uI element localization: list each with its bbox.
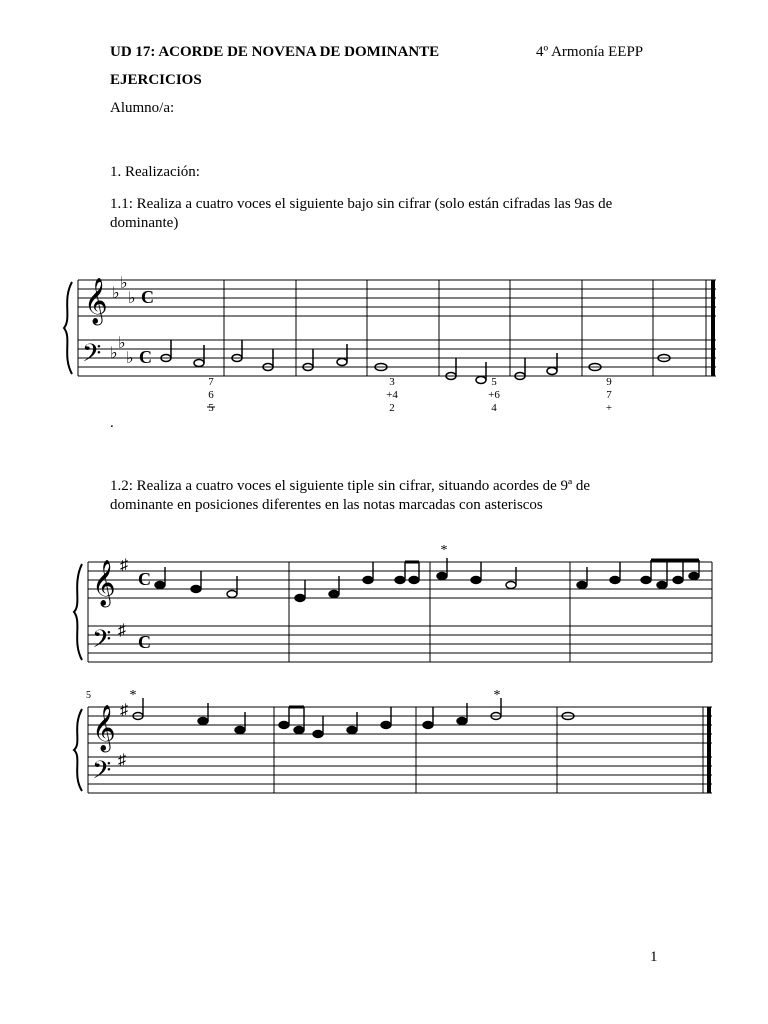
treble-clef-icon: 𝄞	[84, 278, 108, 323]
svg-text:♯: ♯	[118, 752, 126, 769]
figure-group-3-top: 5	[491, 376, 497, 388]
exercise-1-2-instructions: 1.2: Realiza a cuatro voces el siguiente tiple sin cifrar, situando acordes de 9ª de dominante en posiciones diferentes en las notas marcadas con asteriscos	[110, 478, 591, 513]
figure-group-2-bottom: 2	[389, 402, 395, 414]
common-time-icon	[139, 287, 154, 367]
svg-text:♭: ♭	[126, 350, 134, 367]
figure-group-3-mid: +6	[488, 389, 500, 401]
svg-text:♭: ♭	[128, 290, 136, 307]
measure-number: 5	[86, 690, 91, 701]
svg-text:♭: ♭	[112, 285, 120, 302]
common-time-icon	[138, 569, 151, 652]
figure-group-2-mid: +4	[386, 389, 398, 401]
course-label: 4º Armonía EEPP	[536, 44, 644, 60]
svg-text:♭: ♭	[118, 335, 126, 352]
svg-text:C: C	[138, 569, 151, 589]
svg-text:♯: ♯	[120, 557, 128, 574]
sharp-icon	[118, 702, 128, 769]
figured-bass	[207, 376, 612, 414]
document-title: UD 17: ACORDE DE NOVENA DE DOMINANTE	[110, 44, 440, 60]
svg-text:♯: ♯	[118, 622, 126, 639]
section-subtitle: EJERCICIOS	[110, 72, 202, 88]
bass-clef-icon: 𝄢	[92, 757, 112, 790]
figure-group-4-bottom: +	[605, 402, 613, 414]
asterisk-marker-1: *	[440, 543, 448, 558]
figure-group-2-top: 3	[389, 376, 395, 388]
bass-notes	[161, 340, 670, 384]
figure-group-4-mid: 7	[606, 389, 612, 401]
figure-group-1-bottom: 5	[208, 402, 214, 414]
svg-text:C: C	[138, 632, 151, 652]
treble-clef-icon: 𝄞	[92, 560, 116, 605]
figure-group-3-bottom: 4	[491, 402, 497, 414]
asterisk-marker-2: *	[129, 688, 137, 703]
figure-group-1-top: 7	[208, 376, 214, 388]
figure-group-1-mid: 6	[208, 389, 214, 401]
melody-notes	[133, 698, 574, 738]
svg-text:♯: ♯	[120, 702, 128, 719]
section-heading: 1. Realización:	[110, 164, 200, 180]
stray-dot: .	[110, 415, 114, 431]
bass-clef-icon: 𝄢	[82, 340, 102, 373]
svg-text:C: C	[139, 347, 152, 367]
bass-clef-icon: 𝄢	[92, 626, 112, 659]
svg-text:C: C	[141, 287, 154, 307]
asterisk-marker-3: *	[493, 688, 501, 703]
page-number: 1	[650, 949, 658, 965]
student-label: Alumno/a:	[110, 100, 175, 116]
figure-group-4-top: 9	[606, 376, 612, 388]
exercise-1-1-instructions: 1.1: Realiza a cuatro voces el siguiente bajo sin cifrar (solo están cifradas las 9as de dominante)	[110, 196, 613, 231]
svg-text:♭: ♭	[110, 345, 118, 362]
treble-clef-icon: 𝄞	[92, 705, 116, 750]
score-exercise-1-2-system-1	[0, 540, 768, 670]
score-exercise-1-1	[0, 270, 768, 420]
score-exercise-1-2-system-2	[0, 685, 768, 810]
svg-text:♭: ♭	[120, 275, 128, 292]
